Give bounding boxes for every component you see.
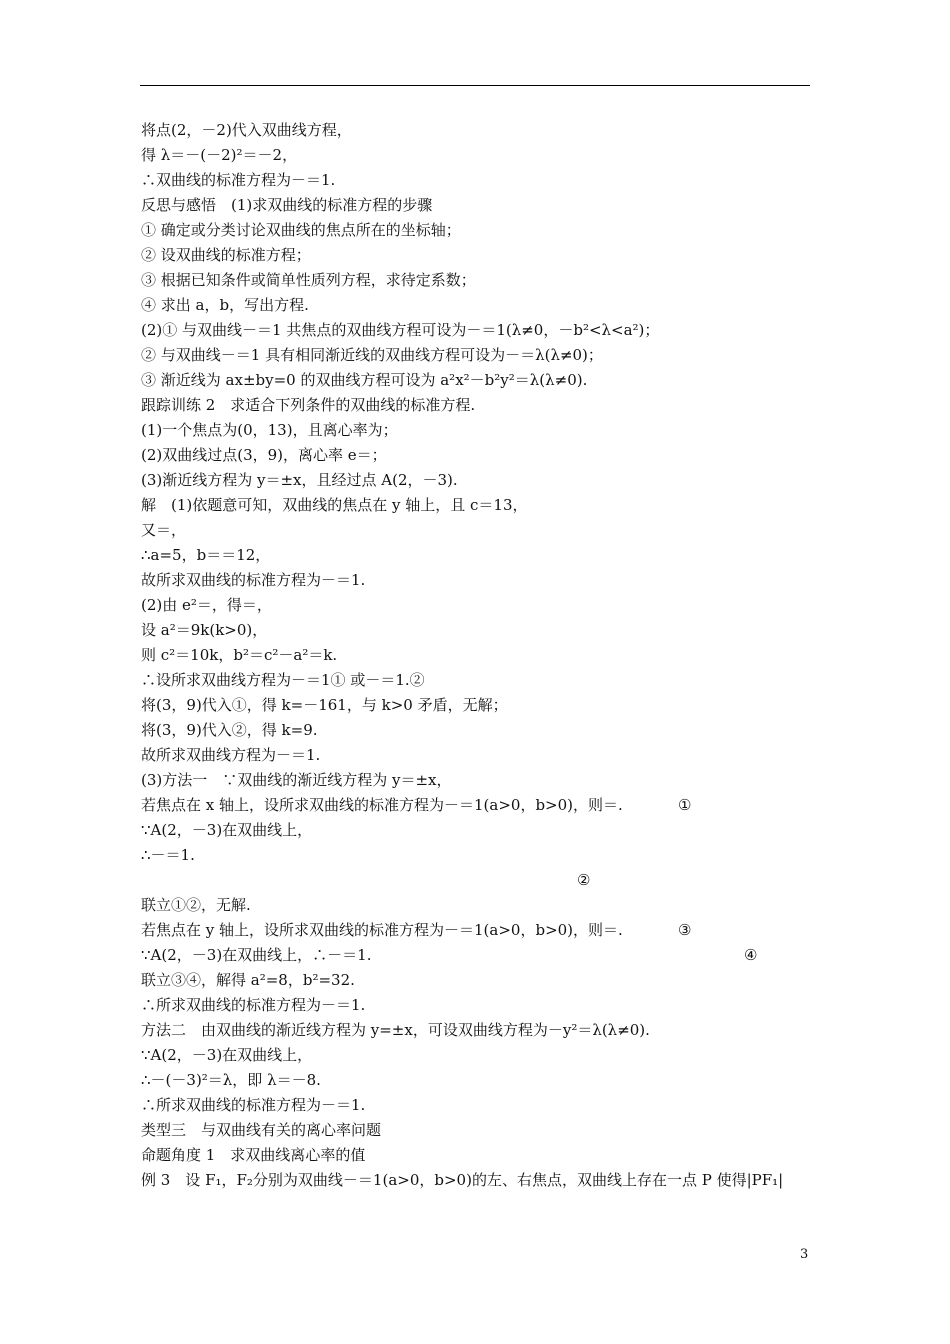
text-line: ∴a=5，b＝＝12， — [141, 546, 271, 564]
text-line-with-marker — [141, 943, 821, 968]
text-line-content: 若焦点在 y 轴上，设所求双曲线的标准方程为－＝1(a>0，b>0)，则＝. — [141, 921, 623, 939]
text-line-content: ∴－＝1. — [141, 846, 195, 864]
text-line: 故所求双曲线方程为－＝1. — [141, 746, 321, 764]
text-line: ∵A(2，－3)在双曲线上， — [141, 821, 313, 839]
equation-marker: ② — [577, 871, 591, 889]
text-line: 则 c²＝10k，b²＝c²－a²＝k. — [141, 646, 338, 664]
text-line: 将(3，9)代入①，得 k=－161，与 k>0 矛盾，无解； — [141, 696, 508, 714]
text-line: ② 设双曲线的标准方程； — [141, 246, 311, 264]
text-line: 跟踪训练 2 求适合下列条件的双曲线的标准方程. — [141, 396, 476, 414]
text-line: 又＝， — [141, 521, 187, 539]
text-line: 将(3，9)代入②，得 k=9. — [141, 721, 318, 739]
header-rule — [140, 85, 810, 86]
text-line: ∴设所求双曲线方程为－＝1① 或－＝1.② — [141, 671, 425, 689]
text-line: ③ 根据已知条件或简单性质列方程，求待定系数； — [141, 271, 476, 289]
text-line-with-marker — [141, 843, 821, 893]
text-line: (1)一个焦点为(0，13)，且离心率为； — [141, 421, 398, 439]
text-line: ① 确定或分类讨论双曲线的焦点所在的坐标轴； — [141, 221, 461, 239]
text-line: ② 与双曲线－＝1 具有相同渐近线的双曲线方程可设为－＝λ(λ≠0)； — [141, 346, 603, 364]
text-line: 解 (1)依题意可知，双曲线的焦点在 y 轴上，且 c＝13， — [141, 496, 528, 514]
text-line: 例 3 设 F₁，F₂分别为双曲线－＝1(a>0，b>0)的左、右焦点，双曲线上存在一点 P 使得|PF₁| — [141, 1171, 784, 1189]
text-line: ④ 求出 a，b，写出方程. — [141, 296, 309, 314]
text-line: ∴双曲线的标准方程为－＝1. — [141, 171, 336, 189]
text-line-with-marker — [141, 918, 821, 943]
text-line: 反思与感悟 (1)求双曲线的标准方程的步骤 — [141, 196, 433, 214]
text-line: ∴所求双曲线的标准方程为－＝1. — [141, 1096, 366, 1114]
text-line: (3)方法一 ∵双曲线的渐近线方程为 y＝±x， — [141, 771, 452, 789]
text-line: ∵A(2，－3)在双曲线上， — [141, 1046, 313, 1064]
equation-marker: ④ — [744, 946, 758, 964]
text-line: 得 λ＝－(－2)²＝－2， — [141, 146, 298, 164]
text-line: 故所求双曲线的标准方程为－＝1. — [141, 571, 366, 589]
text-line: 类型三 与双曲线有关的离心率问题 — [141, 1121, 382, 1139]
equation-marker: ① — [678, 796, 692, 814]
text-line: 命题角度 1 求双曲线离心率的值 — [141, 1146, 366, 1164]
text-line: ∴所求双曲线的标准方程为－＝1. — [141, 996, 366, 1014]
text-line-with-marker — [141, 793, 821, 818]
text-line: 设 a²＝9k(k>0)， — [141, 621, 268, 639]
document-body — [141, 118, 821, 1193]
text-line: ③ 渐近线为 ax±by=0 的双曲线方程可设为 a²x²－b²y²＝λ(λ≠0). — [141, 371, 588, 389]
text-line: ∴－(－3)²＝λ，即 λ＝－8. — [141, 1071, 321, 1089]
text-line-content: 若焦点在 x 轴上，设所求双曲线的标准方程为－＝1(a>0，b>0)，则＝. — [141, 796, 623, 814]
text-line: 联立③④，解得 a²=8，b²=32. — [141, 971, 355, 989]
text-line-content: ∵A(2，－3)在双曲线上，∴－＝1. — [141, 946, 372, 964]
text-line: (2)由 e²＝，得＝， — [141, 596, 272, 614]
page-number: 3 — [800, 1247, 809, 1262]
equation-marker: ③ — [678, 921, 692, 939]
text-line: 将点(2，－2)代入双曲线方程， — [141, 121, 352, 139]
text-line: 联立①②，无解. — [141, 896, 251, 914]
text-line: (3)渐近线方程为 y＝±x，且经过点 A(2，－3). — [141, 471, 458, 489]
text-line: (2)① 与双曲线－＝1 共焦点的双曲线方程可设为－＝1(λ≠0，－b²<λ<a²)； — [141, 321, 660, 339]
text-line: 方法二 由双曲线的渐近线方程为 y=±x，可设双曲线方程为－y²＝λ(λ≠0). — [141, 1021, 650, 1039]
text-line: (2)双曲线过点(3，9)，离心率 e＝； — [141, 446, 387, 464]
